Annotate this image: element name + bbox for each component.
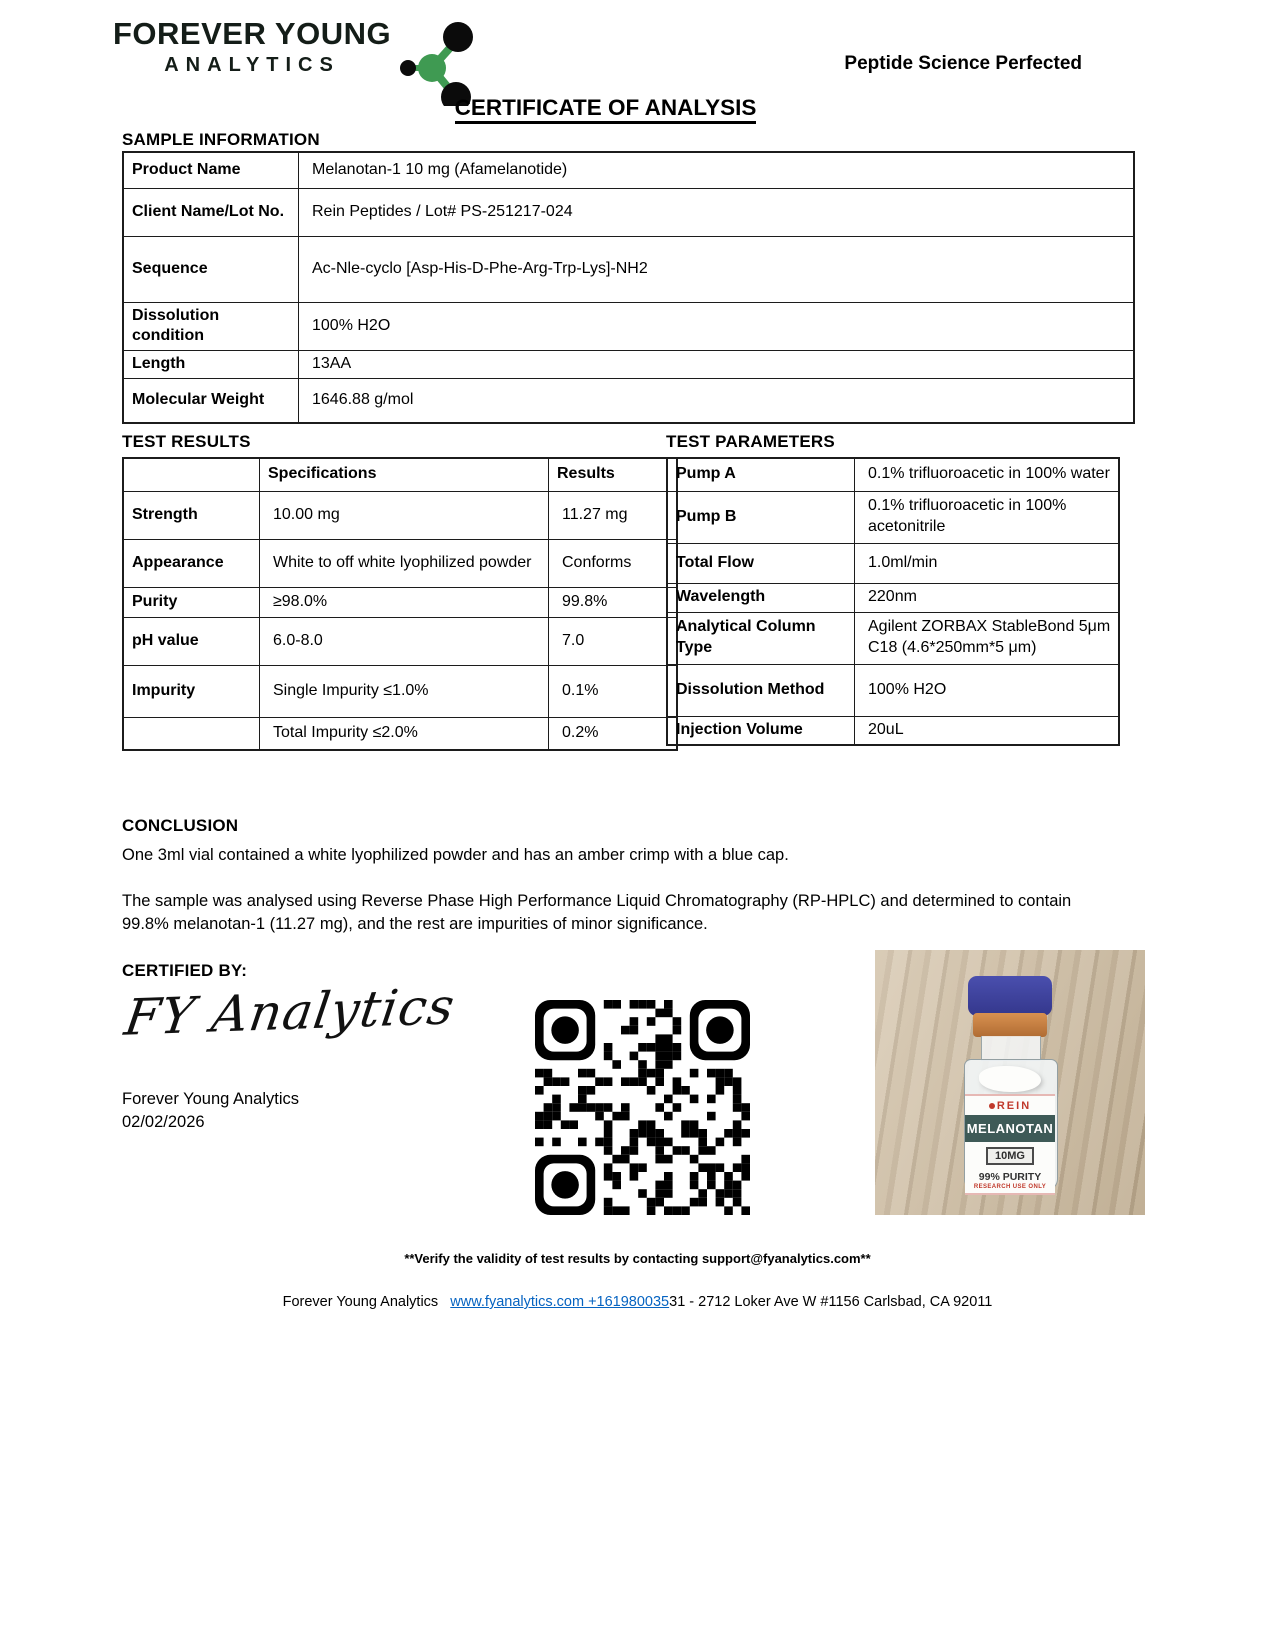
footer-contact-line: [0, 1294, 1275, 1310]
vial-body: [964, 1059, 1058, 1191]
vial-cap: [968, 976, 1052, 1016]
sample-information-heading: SAMPLE INFORMATION: [122, 130, 320, 149]
row-label: Client Name/Lot No.: [123, 188, 299, 236]
certification-date: 02/02/2026: [122, 1113, 205, 1131]
row-result: Conforms: [549, 539, 678, 587]
logo-company-name: FOREVER YOUNG: [113, 16, 392, 51]
vial-photo: [875, 950, 1145, 1215]
sample-information-table: [122, 151, 1135, 424]
table-header-row: [123, 458, 677, 491]
table-row: [123, 717, 677, 750]
vial-dose: 10MG: [965, 1142, 1055, 1169]
sample-information-body: [123, 152, 1134, 423]
table-row: [123, 491, 677, 539]
row-label: Total Flow: [667, 543, 855, 583]
row-value: 0.1% trifluoroacetic in 100% water: [855, 458, 1120, 491]
row-result: 99.8%: [549, 587, 678, 617]
table-row: [667, 458, 1119, 491]
row-value: Rein Peptides / Lot# PS-251217-024: [299, 188, 1135, 236]
row-spec: Single Impurity ≤1.0%: [260, 665, 549, 717]
test-results-header: [123, 458, 677, 491]
row-label: Strength: [123, 491, 260, 539]
lyophilized-powder: [979, 1066, 1041, 1092]
row-value: 1646.88 g/mol: [299, 379, 1135, 423]
conclusion-heading: CONCLUSION: [122, 816, 239, 835]
vial-crimp: [973, 1013, 1047, 1037]
row-label: Dissolution Method: [667, 664, 855, 716]
vial-subtext: RESEARCH USE ONLY: [973, 1184, 1047, 1190]
table-row: [123, 351, 1134, 379]
test-parameters-body: [667, 458, 1119, 745]
row-value: 13AA: [299, 351, 1135, 379]
row-result: 0.1%: [549, 665, 678, 717]
row-label: Dissolution condition: [123, 302, 299, 351]
vial-brand: REIN: [965, 1096, 1055, 1115]
row-label: Purity: [123, 587, 260, 617]
table-row: [667, 583, 1119, 612]
conclusion-paragraph-1: One 3ml vial contained a white lyophilized powder and has an amber crimp with a blue cap.: [122, 846, 789, 864]
table-row: [123, 152, 1134, 188]
row-label: Sequence: [123, 236, 299, 302]
row-label: Impurity: [123, 665, 260, 717]
row-value: Melanotan-1 10 mg (Afamelanotide): [299, 152, 1135, 188]
molecule-icon: [397, 20, 475, 106]
row-spec: 6.0-8.0: [260, 617, 549, 665]
row-value: Ac-Nle-cyclo [Asp-His-D-Phe-Arg-Trp-Lys]-NH2: [299, 236, 1135, 302]
row-label: Pump A: [667, 458, 855, 491]
test-parameters-heading: TEST PARAMETERS: [666, 432, 835, 451]
test-parameters-table: [666, 457, 1120, 746]
website-link[interactable]: www.fyanalytics.com +161980035: [450, 1294, 670, 1310]
row-value: 1.0ml/min: [855, 543, 1120, 583]
row-spec: White to off white lyophilized powder: [260, 539, 549, 587]
column-header: [123, 458, 260, 491]
table-row: [123, 188, 1134, 236]
row-value: 220nm: [855, 583, 1120, 612]
table-row: [123, 302, 1134, 351]
document-title-wrap: [0, 95, 1243, 121]
table-row: [123, 665, 677, 717]
logo-text: [113, 18, 391, 77]
table-row: [667, 664, 1119, 716]
table-row: [667, 716, 1119, 745]
certifier-company: Forever Young Analytics: [122, 1090, 300, 1108]
table-row: [667, 543, 1119, 583]
vial-purity: 99% PURITY: [978, 1171, 1042, 1183]
table-row: [123, 587, 677, 617]
row-value: Agilent ZORBAX StableBond 5μm C18 (4.6*250mm*5 μm): [855, 612, 1120, 664]
row-label: Wavelength: [667, 583, 855, 612]
logo-company-sub: ANALYTICS: [164, 53, 340, 76]
table-row: [667, 612, 1119, 664]
company-logo: [113, 18, 475, 106]
brand-dot-icon: [989, 1103, 995, 1109]
document-title: CERTIFICATE OF ANALYSIS: [455, 95, 757, 124]
conclusion-paragraph-2: The sample was analysed using Reverse Phase High Performance Liquid Chromatography (RP-HPLC) and determined to contain 99.8% melanotan-1 (11.27 mg), and the rest are impurities of minor significance.: [122, 892, 1072, 933]
footer-address: 31 - 2712 Loker Ave W #1156 Carlsbad, CA 92011: [669, 1294, 993, 1310]
vial: [960, 976, 1060, 1191]
tagline: Peptide Science Perfected: [844, 53, 1082, 74]
vial-product-name: MELANOTAN: [965, 1115, 1055, 1142]
row-label: Product Name: [123, 152, 299, 188]
row-value: 20uL: [855, 716, 1120, 745]
footer-company: Forever Young Analytics: [282, 1294, 439, 1310]
row-label: Analytical Column Type: [667, 612, 855, 664]
row-label: Appearance: [123, 539, 260, 587]
test-results-body: [123, 491, 677, 750]
row-label: Pump B: [667, 491, 855, 543]
row-result: 11.27 mg: [549, 491, 678, 539]
row-result: 0.2%: [549, 717, 678, 750]
table-row: [123, 379, 1134, 423]
row-label: Injection Volume: [667, 716, 855, 745]
table-row: [123, 617, 677, 665]
row-value: 0.1% trifluoroacetic in 100% acetonitrile: [855, 491, 1120, 543]
qr-code: [535, 1000, 750, 1215]
row-label: Molecular Weight: [123, 379, 299, 423]
vial-neck: [981, 1036, 1041, 1061]
row-spec: Total Impurity ≤2.0%: [260, 717, 549, 750]
column-header: Results: [549, 458, 678, 491]
row-result: 7.0: [549, 617, 678, 665]
table-row: [123, 539, 677, 587]
row-value: 100% H2O: [299, 302, 1135, 351]
row-label: [123, 717, 260, 750]
row-spec: 10.00 mg: [260, 491, 549, 539]
test-results-heading: TEST RESULTS: [122, 432, 251, 451]
row-spec: ≥98.0%: [260, 587, 549, 617]
vial-label: [965, 1094, 1055, 1195]
signature: FY Analytics: [120, 977, 459, 1047]
column-header: Specifications: [260, 458, 549, 491]
row-label: Length: [123, 351, 299, 379]
row-value: 100% H2O: [855, 664, 1120, 716]
table-row: [123, 236, 1134, 302]
row-label: pH value: [123, 617, 260, 665]
test-results-table: [122, 457, 678, 751]
verify-note: **Verify the validity of test results by contacting support@fyanalytics.com**: [404, 1251, 871, 1266]
table-row: [667, 491, 1119, 543]
certified-by-heading: CERTIFIED BY:: [122, 961, 248, 980]
